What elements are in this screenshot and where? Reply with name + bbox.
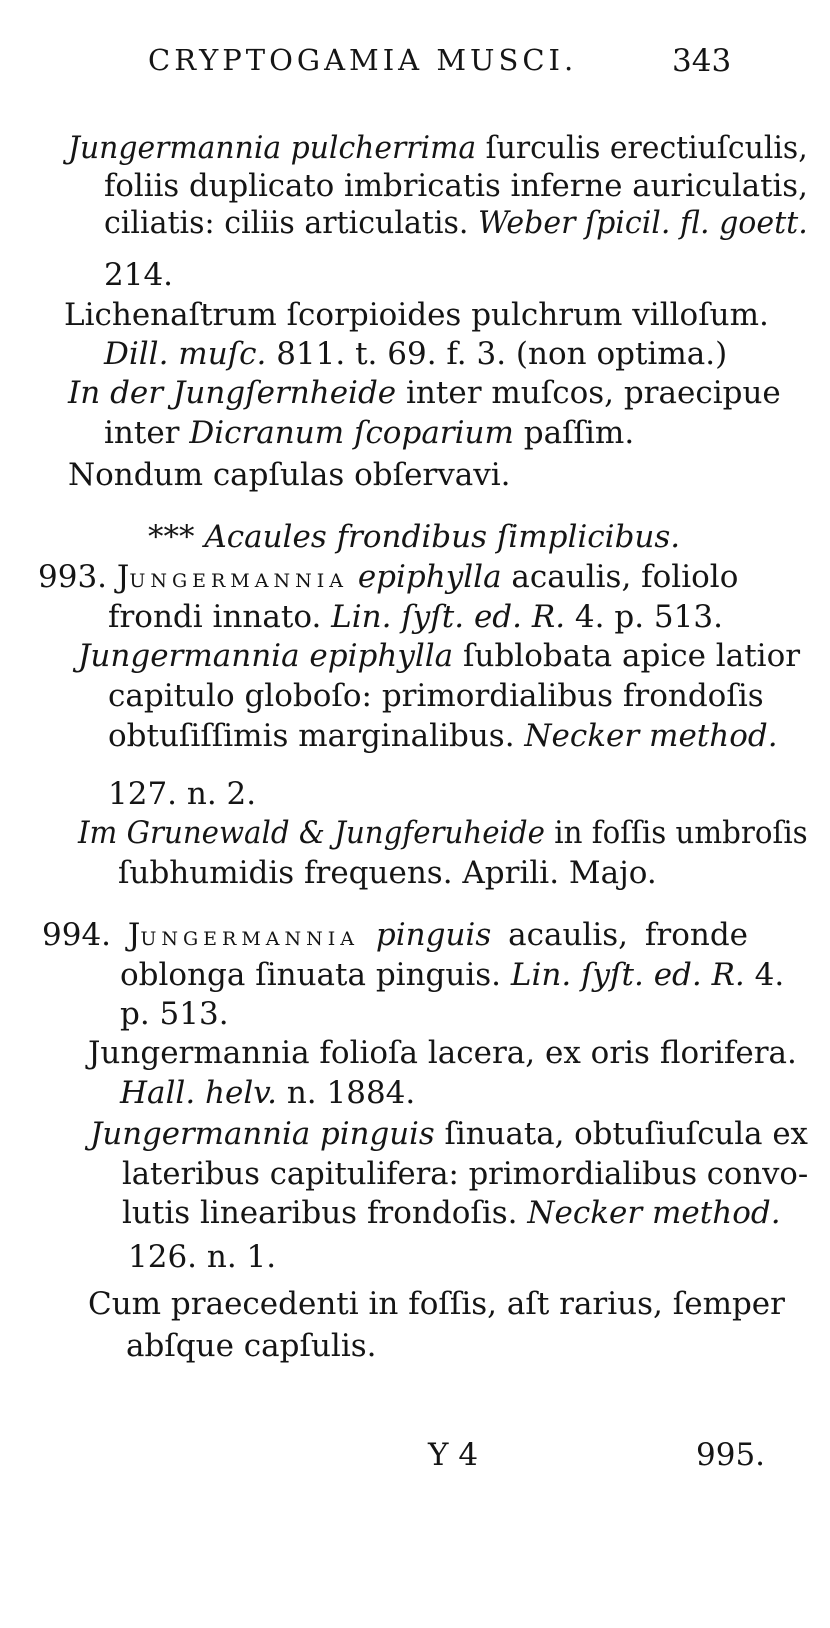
text-line — [108, 718, 778, 754]
text-run: ſinuata, obtuſiuſcula ex — [434, 1116, 808, 1152]
text-run: inter muſcos, praecipue — [396, 375, 781, 411]
text-line — [104, 205, 808, 241]
text-run: obtuſiſſimis marginalibus. — [108, 718, 525, 754]
text-run: *** — [148, 519, 205, 555]
text-run: 127. n. 2. — [108, 776, 257, 812]
text-run: ſubhumidis frequens. Aprili. Majo. — [118, 855, 657, 891]
text-run: 993. J — [38, 559, 130, 595]
text-line — [108, 776, 257, 812]
text-line — [108, 599, 723, 635]
text-line — [148, 519, 681, 555]
text-run: oblonga ſinuata pinguis. — [120, 957, 511, 993]
italic-run: Weber ſpicil. fl. goett. — [477, 205, 808, 241]
text-line — [120, 996, 229, 1032]
text-run: abſque capſulis. — [126, 1328, 377, 1364]
text-line — [88, 1035, 797, 1071]
text-line — [104, 336, 728, 372]
italic-run: Necker method. — [527, 1195, 781, 1231]
text-run: ſublobata apice latior — [453, 638, 801, 674]
text-run: 4. — [744, 957, 785, 993]
small-caps-run: UNGERMANNIA — [129, 570, 348, 592]
text-line — [118, 855, 657, 891]
text-run: acaulis, foliolo — [501, 559, 739, 595]
italic-run: Acaules frondibus ſimplicibus. — [204, 519, 681, 555]
text-line — [88, 1286, 785, 1322]
text-run: 4. p. 513. — [565, 599, 723, 635]
text-line — [78, 638, 801, 674]
italic-run: Lin. ſyſt. ed. R. — [510, 957, 745, 993]
text-run: 811. t. 69. f. 3. (non optima.) — [266, 336, 728, 372]
text-line — [104, 415, 635, 451]
italic-run: pinguis — [359, 917, 492, 953]
catchword: 995. — [696, 1437, 766, 1473]
text-run: n. 1884. — [276, 1075, 416, 1111]
text-run: ciliatis: ciliis articulatis. — [104, 205, 478, 241]
text-run: inter — [104, 415, 190, 451]
text-run: acaulis, fronde — [491, 917, 749, 953]
text-line — [122, 1195, 781, 1231]
text-run: frondi innato. — [108, 599, 332, 635]
italic-run: In der Jungſernheide — [68, 375, 397, 411]
italic-run: epiphylla — [347, 559, 502, 595]
italic-run: Necker method. — [524, 718, 778, 754]
text-line — [68, 130, 808, 166]
signature-mark: Y 4 — [428, 1437, 479, 1473]
italic-run: Im Grunewald & Jungferuheide — [78, 815, 545, 851]
italic-run: Jungermannia pinguis — [90, 1116, 435, 1152]
text-run: Lichenaſtrum ſcorpioides pulchrum villoſum. — [64, 297, 769, 333]
text-run: Jungermannia folioſa lacera, ex oris florifera. — [88, 1035, 797, 1071]
page-number: 343 — [672, 43, 732, 79]
italic-run: Dicranum ſcoparium — [189, 415, 514, 451]
text-line — [104, 257, 174, 293]
text-run: Cum praecedenti in foſſis, aſt rarius, ſemper — [88, 1286, 785, 1322]
text-line — [42, 917, 749, 953]
italic-run: Jungermannia pulcherrima — [68, 130, 477, 166]
italic-run: Dill. muſc. — [104, 336, 267, 372]
text-line — [120, 1075, 416, 1111]
text-line — [126, 1328, 377, 1364]
text-line — [78, 815, 808, 851]
text-run: capitulo globoſo: primordialibus frondoſis — [108, 678, 764, 714]
text-line — [90, 1116, 808, 1152]
text-line — [64, 297, 769, 333]
text-run: Nondum capſulas obſervavi. — [68, 457, 511, 493]
italic-run: Lin. ſyſt. ed. R. — [331, 599, 566, 635]
text-run: 126. n. 1. — [128, 1239, 277, 1275]
text-run: paſſim. — [513, 415, 635, 451]
text-run: ſurculis erectiuſculis, — [476, 130, 808, 166]
running-header-title: CRYPTOGAMIA MUSCI. — [148, 43, 578, 77]
text-run: foliis duplicato imbricatis inferne auriculatis, — [104, 168, 808, 204]
text-line — [68, 375, 781, 411]
text-line — [120, 957, 785, 993]
text-run: p. 513. — [120, 996, 229, 1032]
text-line — [108, 678, 764, 714]
text-line — [128, 1239, 277, 1275]
small-caps-run: UNGERMANNIA — [140, 928, 359, 950]
italic-run: Jungermannia epiphylla — [78, 638, 454, 674]
text-run: 214. — [104, 257, 174, 293]
text-run: 994. J — [42, 917, 141, 953]
text-run: lutis linearibus frondoſis. — [122, 1195, 528, 1231]
italic-run: Hall. helv. — [120, 1075, 277, 1111]
text-run: in foſſis umbroſis — [544, 815, 808, 851]
text-line — [104, 168, 808, 204]
text-line — [38, 559, 739, 595]
text-line — [68, 457, 511, 493]
text-line — [122, 1156, 809, 1192]
text-run: lateribus capitulifera: primordialibus convo- — [122, 1156, 809, 1192]
